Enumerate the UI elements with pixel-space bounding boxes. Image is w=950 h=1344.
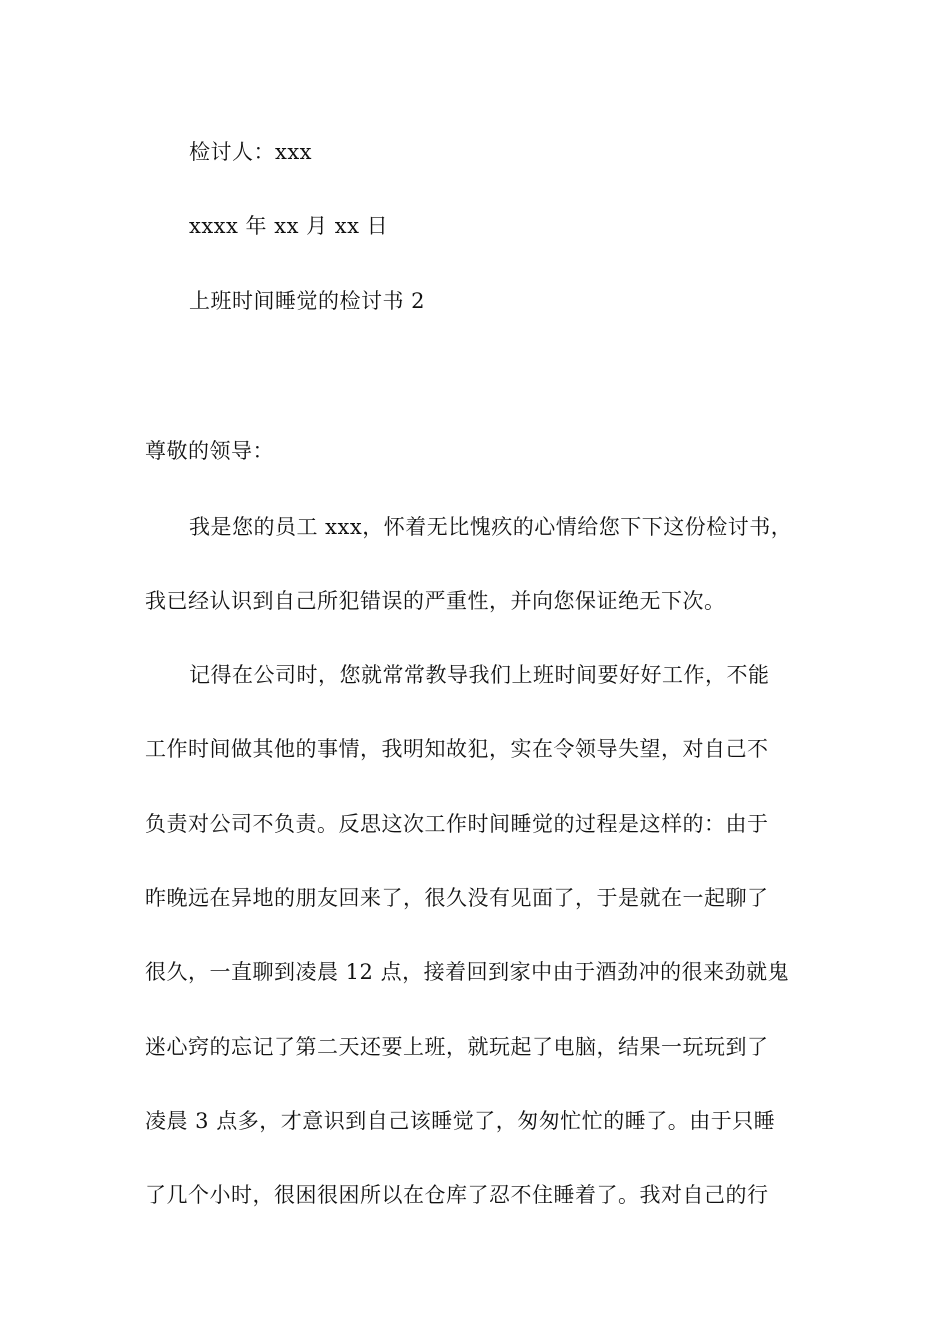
paragraph-line: 昨晚远在异地的朋友回来了，很久没有见面了，于是就在一起聊了 bbox=[145, 886, 769, 910]
signature-line: 检讨人：xxx bbox=[189, 140, 313, 164]
paragraph-line: 我是您的员工 xxx，怀着无比愧疚的心情给您下下这份检讨书， bbox=[189, 515, 793, 539]
paragraph-line: 很久，一直聊到凌晨 12 点，接着回到家中由于酒劲冲的很来劲就鬼 bbox=[145, 960, 790, 984]
paragraph-line: 我已经认识到自己所犯错误的严重性，并向您保证绝无下次。 bbox=[145, 589, 726, 613]
salutation: 尊敬的领导： bbox=[145, 439, 274, 463]
document-title: 上班时间睡觉的检讨书 2 bbox=[189, 289, 426, 313]
paragraph-line: 凌晨 3 点多，才意识到自己该睡觉了，匆匆忙忙的睡了。由于只睡 bbox=[145, 1109, 776, 1133]
paragraph-line: 负责对公司不负责。反思这次工作时间睡觉的过程是这样的：由于 bbox=[145, 812, 769, 836]
paragraph-line: 工作时间做其他的事情，我明知故犯，实在令领导失望，对自己不 bbox=[145, 737, 769, 761]
date-line: xxxx 年 xx 月 xx 日 bbox=[189, 214, 389, 238]
paragraph-line: 迷心窍的忘记了第二天还要上班，就玩起了电脑，结果一玩玩到了 bbox=[145, 1035, 769, 1059]
paragraph-line: 记得在公司时，您就常常教导我们上班时间要好好工作，不能 bbox=[189, 663, 770, 687]
paragraph-line: 了几个小时，很困很困所以在仓库了忍不住睡着了。我对自己的行 bbox=[145, 1183, 769, 1207]
